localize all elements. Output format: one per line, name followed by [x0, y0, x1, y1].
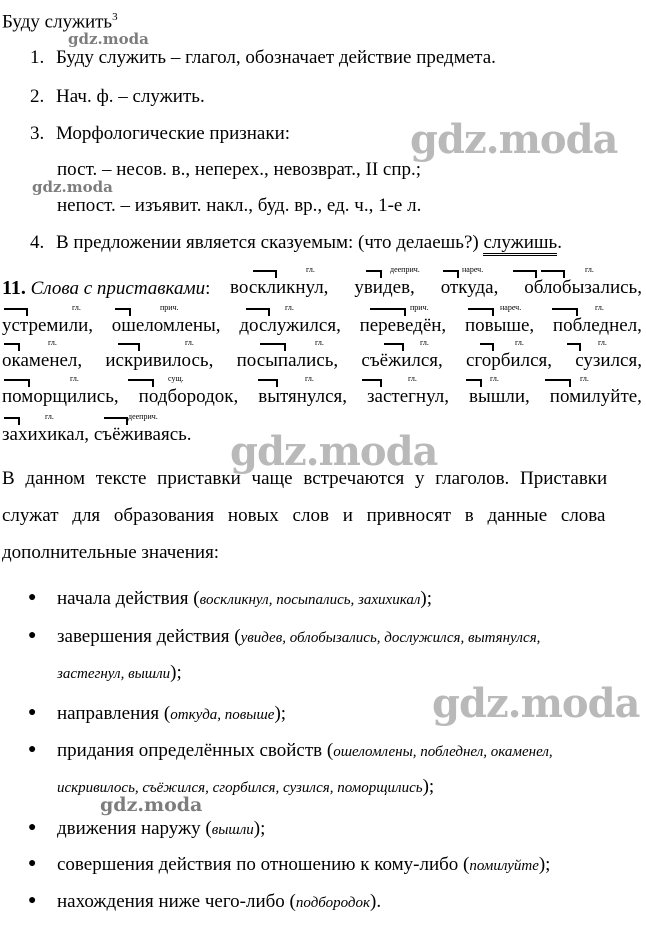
- prefix-mark: [443, 270, 459, 278]
- pos-label: гл.: [580, 374, 589, 383]
- prefix-mark: [4, 343, 20, 351]
- parse-item-2: 2. Нач. ф. – служить.: [30, 86, 205, 107]
- prefix-mark: [384, 343, 404, 351]
- pos-label: гл.: [185, 338, 194, 347]
- prefix-mark: [118, 343, 140, 351]
- watermark-logo: gdz.moda: [432, 680, 640, 727]
- pos-label: дееприч.: [390, 265, 420, 274]
- bullet-item-2: завершения действия (увидев, облобызались, дослужился, вытянулся,: [57, 626, 541, 647]
- parse-item-1: 1. Буду служить – глагол, обозначает действие предмета.: [30, 47, 496, 68]
- exercise-label: Слова с приставками: [30, 278, 206, 299]
- bullet-icon: ●: [28, 893, 37, 908]
- pos-label: прич.: [160, 303, 179, 312]
- watermark-logo: gdz.moda: [100, 794, 203, 816]
- prefix-mark: [4, 379, 30, 387]
- prefix-mark: [115, 308, 131, 316]
- pos-label: гл.: [420, 338, 429, 347]
- pos-label: гл.: [585, 265, 594, 274]
- pos-label: прич.: [410, 303, 429, 312]
- bullet-icon: ●: [28, 628, 37, 643]
- prefix-mark: [104, 417, 128, 425]
- bullet-icon: ●: [28, 590, 37, 605]
- bullet-item-3: направления (откуда, повыше);: [57, 703, 287, 724]
- bullet-item-5: движения наружу (вышли);: [57, 818, 266, 839]
- bullet-item-2-cont: застегнул, вышли);: [57, 662, 182, 683]
- pos-label: сущ.: [168, 374, 184, 383]
- exercise-words-line-2: устремили, ошеломлены, дослужился, переведён, повыше, побледнел,: [2, 315, 642, 336]
- pos-label: гл.: [285, 303, 294, 312]
- pos-label: гл.: [70, 374, 79, 383]
- conclusion-line-2: служат для образования новых слов и привносят в данные слова: [2, 505, 606, 526]
- pos-label: гл.: [515, 338, 524, 347]
- exercise-words-line-4: поморщились, подбородок, вытянулся, застегнул, вышли, помилуйте,: [2, 386, 642, 407]
- page-title: Буду служить$^3$: [2, 11, 118, 33]
- bullet-icon: ●: [28, 742, 37, 757]
- watermark-logo: gdz.moda: [230, 428, 438, 475]
- prefix-mark: [246, 308, 270, 316]
- pos-label: нареч.: [462, 265, 484, 274]
- prefix-mark: [128, 379, 154, 387]
- pos-label: гл.: [45, 412, 54, 421]
- pos-label: гл.: [490, 374, 499, 383]
- pos-label: гл.: [306, 265, 315, 274]
- bullet-item-1: начала действия (воскликнул, посыпались, захихикал);: [57, 588, 433, 609]
- exercise-words-line-1: воскликнул, увидев, откуда, облобызались,: [230, 277, 642, 298]
- exercise-words-line-3: окаменел, искривилось, посыпались, съёжился, сгорбился, сузился,: [2, 350, 642, 371]
- prefix-mark: [253, 270, 277, 278]
- prefix-mark: [567, 343, 581, 351]
- prefix-mark: [468, 308, 494, 316]
- prefix-mark: [258, 379, 278, 387]
- prefix-mark: [552, 308, 578, 316]
- exercise-words-line-5: захихикал, съёживаясь.: [2, 424, 192, 445]
- bullet-item-4-cont: искривилось, съёжился, сгорбился, сузился, поморщились);: [57, 776, 435, 797]
- pos-label: гл.: [595, 303, 604, 312]
- bullet-item-4: придания определённых свойств (ошеломлены, побледнел, окаменел,: [57, 740, 553, 761]
- parse-variable: непост. – изъявит. накл., буд. вр., ед. ч., 1-е л.: [57, 195, 422, 216]
- parse-permanent: пост. – несов. в., неперех., невозврат., II спр.;: [57, 159, 422, 180]
- pos-label: гл.: [305, 374, 314, 383]
- exercise-number: 11.: [2, 277, 26, 299]
- bullet-item-6: совершения действия по отношению к кому-либо (помилуйте);: [57, 854, 551, 875]
- exercise-11-line-1: 11. Слова с приставками:: [2, 277, 211, 299]
- pos-label: дееприч.: [128, 412, 158, 421]
- parse-item-4: 4. В предложении является сказуемым: (что делаешь?) служишь.: [30, 232, 562, 254]
- prefix-mark: [545, 379, 571, 387]
- bullet-icon: ●: [28, 820, 37, 835]
- prefix-mark: [4, 417, 20, 425]
- prefix-mark: [366, 270, 382, 278]
- watermark-logo: gdz.moda: [68, 30, 149, 48]
- prefix-mark: [370, 308, 406, 316]
- bullet-item-7: нахождения ниже чего-либо (подбородок).: [57, 891, 382, 912]
- parse-item-3: 3. Морфологические признаки:: [30, 123, 291, 144]
- prefix-mark: [513, 270, 537, 278]
- pos-label: гл.: [72, 303, 81, 312]
- pos-label: гл.: [48, 338, 57, 347]
- pos-label: гл.: [408, 374, 417, 383]
- prefix-mark: [541, 270, 565, 278]
- prefix-mark: [260, 343, 286, 351]
- bullet-icon: ●: [28, 705, 37, 720]
- watermark-logo: gdz.moda: [32, 178, 113, 196]
- pos-label: гл.: [598, 338, 607, 347]
- pos-label: гл.: [315, 338, 324, 347]
- prefix-mark: [4, 308, 28, 316]
- watermark-logo: gdz.moda: [410, 116, 618, 163]
- prefix-mark: [466, 379, 482, 387]
- prefix-mark: [480, 343, 494, 351]
- prefix-mark: [362, 379, 382, 387]
- conclusion-line-1: В данном тексте приставки чаще встречаются у глаголов. Приставки: [2, 468, 608, 489]
- conclusion-line-3: дополнительные значения:: [2, 542, 220, 563]
- bullet-icon: ●: [28, 856, 37, 871]
- pos-label: нареч.: [500, 303, 522, 312]
